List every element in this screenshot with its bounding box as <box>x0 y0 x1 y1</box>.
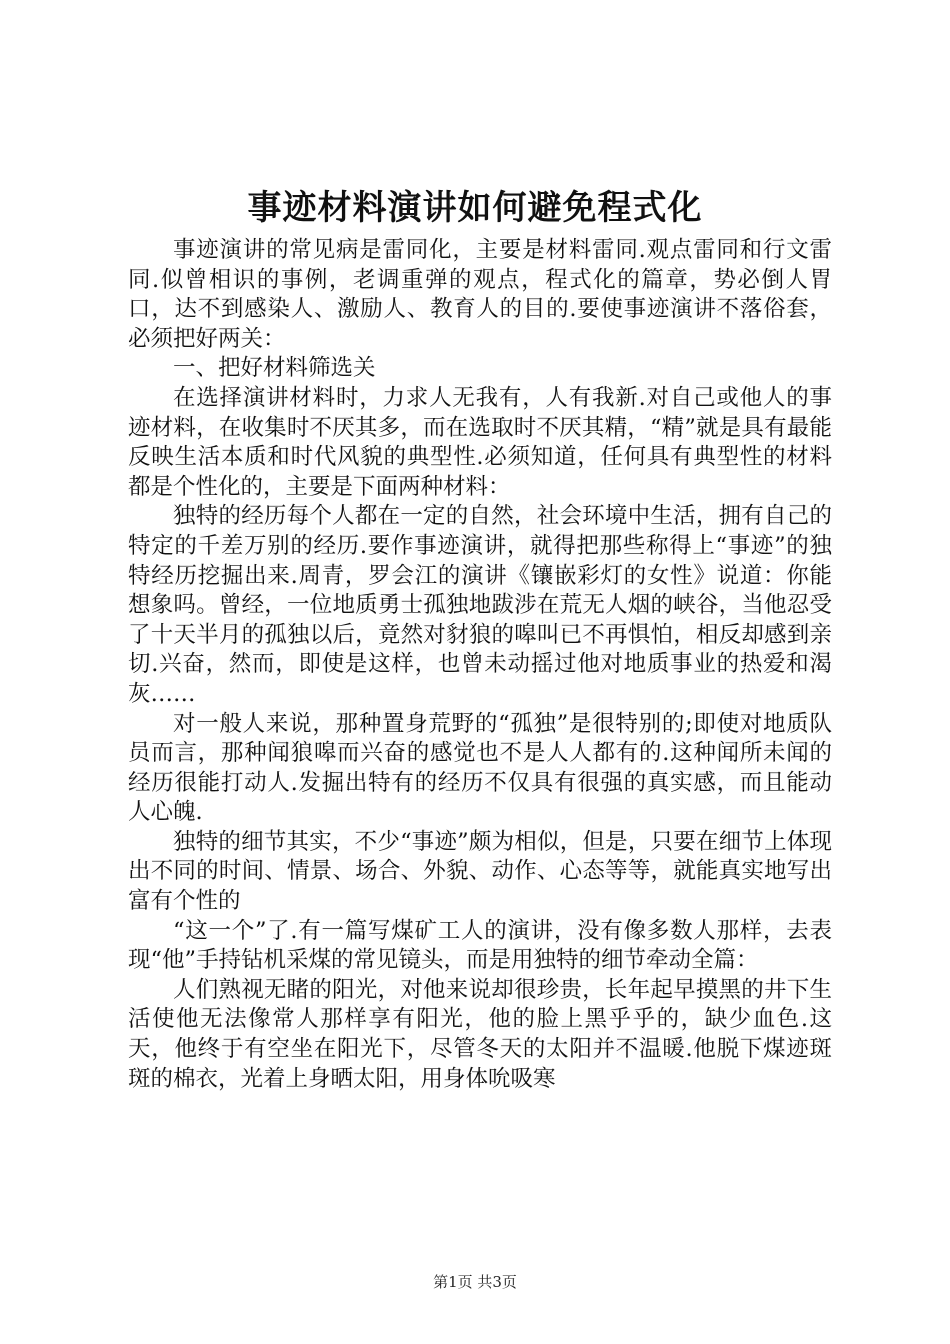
paragraph-unique-experience: 独特的经历每个人都在一定的自然，社会环境中生活，拥有自己的特定的千差万别的经历.要作事迹演讲，就得把那些称得上“事迹”的独特经历挖掘出来.周青，罗会江的演讲《镶嵌彩灯的女性》说道：你能想象吗。曾经，一位地质勇士孤独地跋涉在荒无人烟的峡谷，当他忍受了十天半月的孤独以后，竟然对豺狼的嗥叫已不再惧怕，相反却感到亲切.兴奋，然而，即使是这样，也曾未动摇过他对地质事业的热爱和渴灰…… <box>128 503 832 707</box>
document-body <box>128 236 832 1094</box>
paragraph-loneliness: 对一般人来说，那种置身荒野的“孤独”是很特别的;即使对地质队员而言，那种闻狼嗥而兴奋的感觉也不是人人都有的.这种闻所未闻的经历很能打动人.发掘出特有的经历不仅具有很强的真实感，而且能动人心魄. <box>128 710 832 826</box>
document-title: 事迹材料演讲如何避免程式化 <box>247 188 703 228</box>
section-heading-material-selection: 一、把好材料筛选关 <box>173 355 376 382</box>
page-number-footer: 第1页 共3页 <box>433 1273 517 1291</box>
paragraph-this-one: “这一个”了.有一篇写煤矿工人的演讲，没有像多数人那样，去表现“他”手持钻机采煤的常见镜头，而是用独特的细节牵动全篇： <box>128 917 832 974</box>
paragraph-selection: 在选择演讲材料时，力求人无我有，人有我新.对自己或他人的事迹材料，在收集时不厌其多，而在选取时不厌其精，“精”就是具有最能反映生活本质和时代风貌的典型性.必须知道，任何具有典型性的材料都是个性化的，主要是下面两种材料： <box>128 384 832 500</box>
paragraph-intro: 事迹演讲的常见病是雷同化，主要是材料雷同.观点雷同和行文雷同.似曾相识的事例，老调重弹的观点，程式化的篇章，势必倒人胃口，达不到感染人、激励人、教育人的目的.要使事迹演讲不落俗套，必须把好两关： <box>128 237 832 352</box>
paragraph-sunlight: 人们熟视无睹的阳光，对他来说却很珍贵，长年起早摸黑的井下生活使他无法像常人那样享有阳光，他的脸上黑乎乎的，缺少血色.这天，他终于有空坐在阳光下，尽管冬天的太阳并不温暖.他脱下煤迹斑斑的棉衣，光着上身晒太阳，用身体吮吸寒 <box>128 976 832 1092</box>
paragraph-unique-detail: 独特的细节其实，不少“事迹”颇为相似，但是，只要在细节上体现出不同的时间、情景、场合、外貌、动作、心态等等，就能真实地写出富有个性的 <box>128 828 832 915</box>
